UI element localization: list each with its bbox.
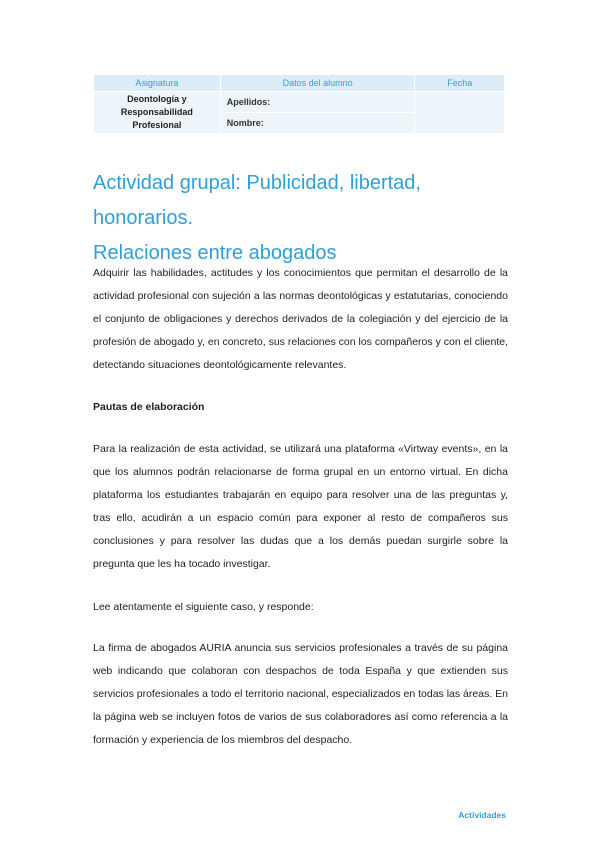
date-field[interactable] (415, 92, 505, 134)
title-line-2: Relaciones entre abogados (93, 242, 337, 264)
page-title (93, 166, 513, 271)
guidelines-heading: Pautas de elaboración (93, 401, 205, 413)
surname-field[interactable] (220, 92, 415, 113)
case-intro: Lee atentamente el siguiente caso, y responde: (93, 601, 314, 613)
title-line-1: Actividad grupal: Publicidad, libertad, honorarios. (93, 172, 421, 229)
name-field[interactable] (220, 113, 415, 134)
guidelines-paragraph: Para la realización de esta actividad, se utilizará una plataforma «Virtway events», en la que los alumnos podrán relacionarse de forma grupal en un entorno virtual. En dicha plataforma los estudiantes trabajarán en equipo para resolver una de las preguntas y, tras ello, acudirán a un espacio común para exponer al resto de compañeros sus conclusiones y para resolver las dudas que a los demás puedan surgirle sobre la pregunta que les ha tocado investigar. (93, 443, 508, 570)
col-student-header: Datos del alumno (220, 75, 415, 92)
col-subject-header: Asignatura (94, 75, 221, 92)
subject-line-2: Responsabilidad (120, 107, 193, 117)
name-label: Nombre: (226, 118, 264, 128)
subject-line-3: Profesional (132, 120, 182, 130)
col-date-header: Fecha (415, 75, 505, 92)
subject-cell (94, 92, 221, 134)
surname-label: Apellidos: (226, 97, 271, 107)
case-paragraph: La firma de abogados AURIA anuncia sus servicios profesionales a través de su página web indicando que colaboran con despachos de toda España y que extienden sus servicios profesionales a todo el territorio nacional, especializados en todas las áreas. En la página web se incluyen fotos de varios de sus colaboradores así como referencia a la formación y experiencia de los miembros del despacho. (93, 642, 508, 746)
header-table (93, 74, 505, 134)
footer-label: Actividades (458, 810, 506, 820)
intro-paragraph: Adquirir las habilidades, actitudes y los conocimientos que permitan el desarrollo de la actividad profesional con sujeción a las normas deontológicas y estatutarias, conociendo el conjunto de obligaciones y derechos derivados de la colegiación y del ejercicio de la profesión de abogado y, en concreto, sus relaciones con los compañeros y con el cliente, detectando situaciones deontológicamente relevantes. (93, 267, 508, 371)
subject-line-1: Deontología y (127, 94, 187, 104)
